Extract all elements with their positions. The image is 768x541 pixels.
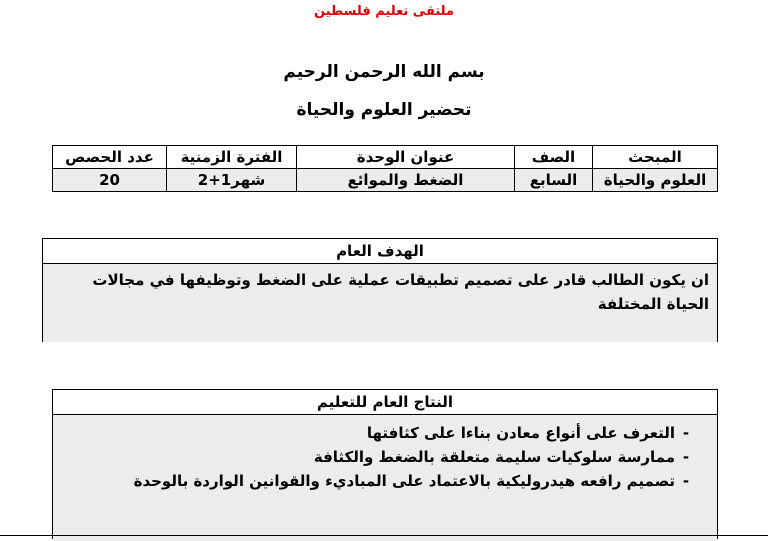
learning-outcomes-list	[63, 421, 697, 493]
header-subject: المبحث	[593, 146, 718, 169]
value-lesson-count: 20	[53, 169, 167, 192]
header-lesson-count: عدد الحصص	[53, 146, 167, 169]
bullet-dash: -	[682, 424, 690, 442]
list-item	[63, 469, 697, 493]
outcome-text: التعرف على أنواع معادن بناءا على كثافتها	[366, 424, 675, 442]
header-grade: الصف	[515, 146, 593, 169]
header-time-period: الفترة الزمنية	[167, 146, 297, 169]
document-title: تحضير العلوم والحياة	[296, 100, 472, 120]
bullet-dash: -	[682, 472, 690, 490]
value-grade: السابع	[515, 169, 593, 192]
outcome-text: ممارسة سلوكيات سليمة متعلقة بالضغط والكثافة	[313, 448, 675, 466]
bullet-dash: -	[682, 448, 690, 466]
info-table	[52, 145, 718, 192]
value-time-period: شهر1+2	[167, 169, 297, 192]
site-header: ملتقى تعليم فلسطين	[314, 4, 454, 19]
page-bottom-rule	[0, 535, 768, 536]
general-goal-text: ان يكون الطالب قادر على تصميم تطبيقات عملية على الضغط وتوظيفها في مجالات الحياة المختلفة	[43, 264, 717, 342]
list-item	[63, 421, 697, 445]
general-goal-heading: الهدف العام	[43, 239, 717, 264]
outcome-text: تصميم رافعه هيدروليكية بالاعتماد على المباديء والقوانين الواردة بالوحدة	[133, 472, 675, 490]
learning-outcomes-box	[52, 389, 718, 539]
basmala: بسم الله الرحمن الرحيم	[283, 62, 485, 82]
list-item	[63, 445, 697, 469]
general-goal-box	[42, 238, 718, 342]
info-table-header-row	[53, 146, 718, 169]
learning-outcomes-body	[53, 415, 717, 541]
value-subject: العلوم والحياة	[593, 169, 718, 192]
learning-outcomes-heading: النتاج العام للتعليم	[53, 390, 717, 415]
value-unit-title: الضغط والموائع	[297, 169, 515, 192]
info-table-value-row	[53, 169, 718, 192]
header-unit-title: عنوان الوحدة	[297, 146, 515, 169]
